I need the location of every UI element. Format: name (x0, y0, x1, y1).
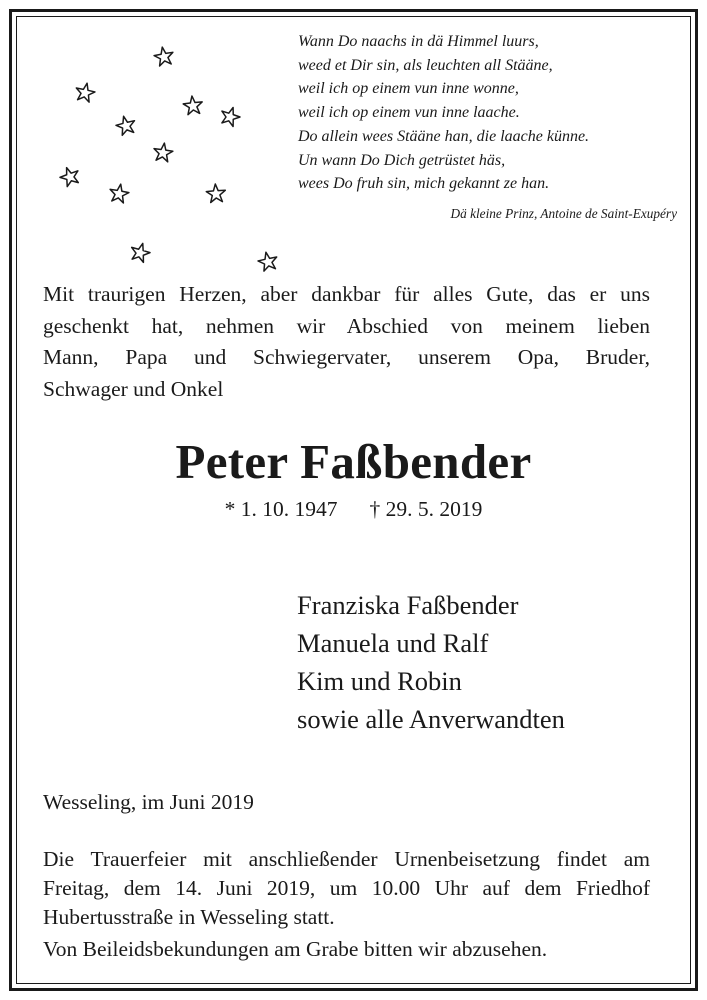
star-icon (206, 183, 226, 202)
poem-line: Do allein wees Stääne han, die laache künne. (298, 127, 590, 145)
poem-line: weil ich op einem vun inne wonne, (298, 80, 519, 98)
star-icon (218, 105, 242, 128)
poem-source: Dä kleine Prinz, Antoine de Saint-Exupéry (450, 206, 677, 221)
deceased-name: Peter Faßbender (175, 434, 532, 489)
star-icon (114, 114, 137, 136)
family-member: Kim und Robin (297, 666, 462, 696)
star-icon (153, 46, 175, 67)
star-icon (108, 183, 130, 204)
life-dates (0, 497, 707, 522)
star-icon (182, 95, 203, 115)
star-icon (74, 81, 96, 103)
poem-line: weed et Dir sin, als leuchten all Stääne, (298, 56, 553, 74)
star-icon (257, 250, 279, 272)
death-date: † 29. 5. 2019 (369, 497, 483, 521)
service-line: Die Trauerfeier mit anschließender Urnenbeisetzung findet am (43, 847, 650, 871)
star-icon (58, 164, 82, 188)
family-member: sowie alle Anverwandten (297, 704, 565, 734)
intro-line: Mann, Papa und Schwiegervater, unserem Opa, Bruder, (43, 345, 650, 369)
intro-line: Mit traurigen Herzen, aber dankbar für alles Gute, das er uns (43, 282, 650, 306)
star-icon (152, 142, 173, 163)
family-member: Manuela und Ralf (297, 628, 489, 658)
family-list (297, 586, 565, 738)
service-line: Hubertusstraße in Wesseling statt. (43, 905, 335, 929)
poem (298, 30, 658, 196)
poem-line: weil ich op einem vun inne laache. (298, 104, 520, 122)
place-date: Wesseling, im Juni 2019 (43, 790, 254, 814)
intro-line: geschenkt hat, nehmen wir Abschied von meinem lieben (43, 313, 650, 338)
service-info (43, 845, 650, 932)
service-line: Freitag, dem 14. Juni 2019, um 10.00 Uhr auf dem Friedhof (43, 876, 650, 900)
poem-line: Un wann Do Dich getrüstet häs, (298, 151, 506, 169)
birth-date: * 1. 10. 1947 (224, 497, 338, 521)
intro-line: Schwager und Onkel (43, 376, 224, 401)
family-member: Franziska Faßbender (297, 590, 519, 620)
intro-text (43, 279, 650, 405)
star-icon (129, 241, 152, 264)
poem-line: Wann Do naachs in dä Himmel luurs, (298, 33, 539, 50)
condolence-note: Von Beileidsbekundungen am Grabe bitten wir abzusehen. (43, 937, 548, 961)
poem-line: wees Do fruh sin, mich gekannt ze han. (298, 175, 550, 193)
